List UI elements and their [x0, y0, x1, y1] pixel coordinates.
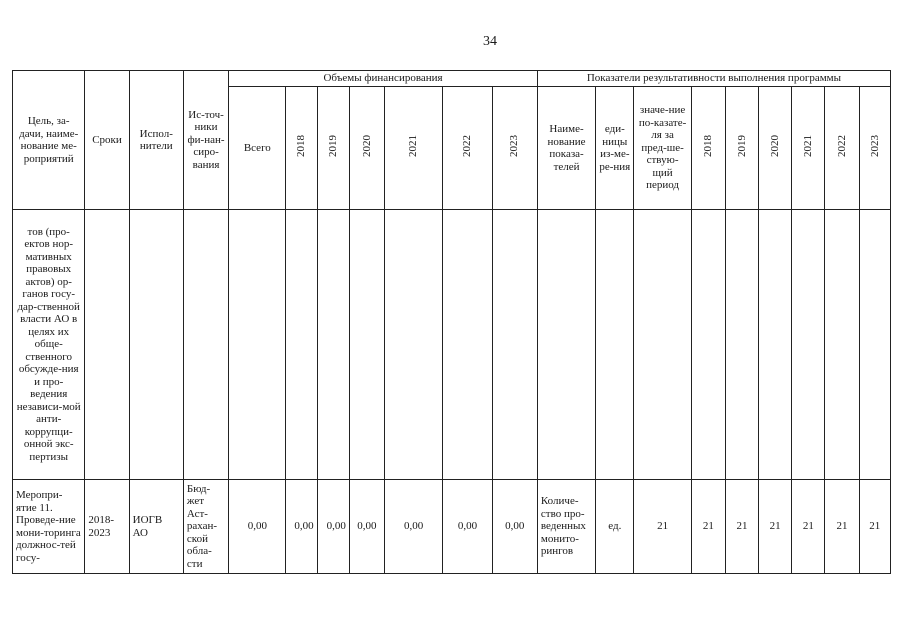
col-header-year-2019 — [317, 87, 349, 210]
year-label: 2022 — [461, 135, 474, 158]
col-header-ind-year-2019 — [725, 87, 758, 210]
year-label: 2019 — [735, 135, 748, 158]
goal-cell: тов (про-ектов нор-мативных правовых актов) ор-ганов госу-дар-ственной власти АО в целях их обще-ственного обсужде-ния и про-ведения независи-мой анти-коррупци-онной экс-пертизы — [13, 210, 85, 480]
funding-cell-2019: 0,00 — [317, 480, 349, 574]
col-header-unit: еди-ницы из-ме-ре-ния — [596, 87, 634, 210]
table-row — [13, 210, 891, 480]
table-row — [13, 480, 891, 574]
indicator-cell-2022: 21 — [825, 480, 859, 574]
col-header-executors: Испол-нители — [129, 71, 183, 210]
year-label: 2020 — [768, 135, 781, 158]
year-label: 2019 — [326, 135, 339, 158]
col-header-year-2020 — [349, 87, 384, 210]
group-header-funding: Объемы финансирования — [229, 71, 538, 87]
indicator-cell-2019: 21 — [725, 480, 758, 574]
col-header-ind-year-2021 — [792, 87, 825, 210]
program-table — [12, 70, 891, 574]
goal-cell: Меропри-ятие 11. Проведе-ние мони-торинга должнос-тей госу- — [13, 480, 85, 574]
year-label: 2021 — [802, 135, 815, 158]
year-label: 2023 — [868, 135, 881, 158]
col-header-total: Всего — [229, 87, 286, 210]
terms-cell: 2018-2023 — [85, 480, 129, 574]
funding-cell-2022: 0,00 — [443, 480, 492, 574]
col-header-sources: Ис-точ-ники фи-нан-сиро-вания — [183, 71, 228, 210]
year-label: 2023 — [508, 135, 521, 158]
unit-cell: ед. — [596, 480, 634, 574]
col-header-year-2021 — [385, 87, 443, 210]
year-label: 2018 — [702, 135, 715, 158]
col-header-year-2018 — [286, 87, 317, 210]
funding-cell-2021: 0,00 — [385, 480, 443, 574]
prev-value-cell: 21 — [634, 480, 691, 574]
funding-cell-2023: 0,00 — [492, 480, 537, 574]
col-header-ind-year-2023 — [859, 87, 890, 210]
sources-cell: Бюд-жет Аст-рахан-ской обла-сти — [183, 480, 228, 574]
group-header-indicators: Показатели результативности выполнения программы — [537, 71, 890, 87]
page-number: 34 — [483, 34, 497, 49]
indicator-cell-2020: 21 — [759, 480, 792, 574]
year-label: 2022 — [835, 135, 848, 158]
funding-cell-2018: 0,00 — [286, 480, 317, 574]
col-header-prev-value: значе-ние по-казате-ля за пред-ше-ствую-щий период — [634, 87, 691, 210]
col-header-ind-year-2018 — [691, 87, 725, 210]
year-label: 2021 — [407, 135, 420, 158]
col-header-goal: Цель, за-дачи, наиме-нование ме-роприятий — [13, 71, 85, 210]
indicator-cell-2018: 21 — [691, 480, 725, 574]
indicator-cell-2023: 21 — [859, 480, 890, 574]
indicator-cell-2021: 21 — [792, 480, 825, 574]
year-label: 2020 — [360, 135, 373, 158]
col-header-year-2022 — [443, 87, 492, 210]
col-header-indicator-name: Наиме-нование показа-телей — [537, 87, 595, 210]
col-header-year-2023 — [492, 87, 537, 210]
total-cell: 0,00 — [229, 480, 286, 574]
year-label: 2018 — [295, 135, 308, 158]
col-header-ind-year-2020 — [759, 87, 792, 210]
funding-cell-2020: 0,00 — [349, 480, 384, 574]
executors-cell: ИОГВ АО — [129, 480, 183, 574]
indicator-name-cell: Количе-ство про-веденных монито-рингов — [537, 480, 595, 574]
col-header-ind-year-2022 — [825, 87, 859, 210]
header-row-groups — [13, 71, 891, 87]
col-header-terms: Сроки — [85, 71, 129, 210]
